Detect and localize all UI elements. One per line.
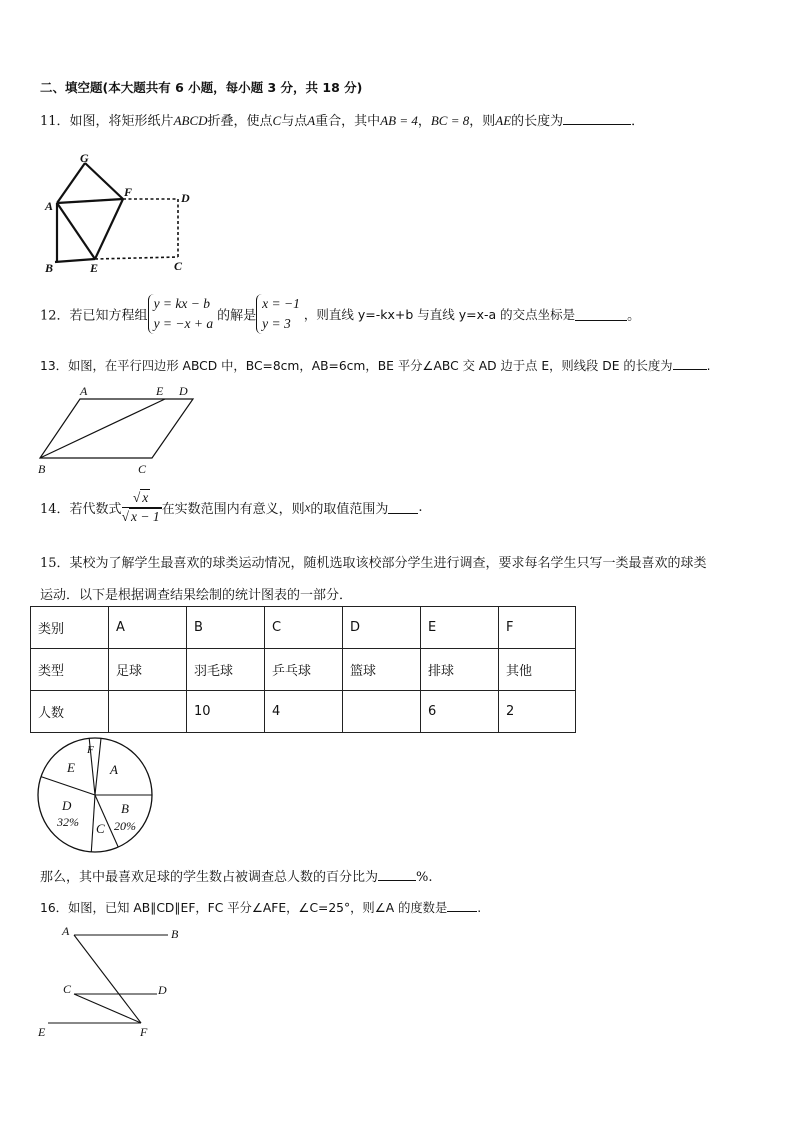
q14-text-2: 在实数范围内有意义，则 <box>161 502 305 517</box>
label-b: B <box>38 462 46 476</box>
equation-1: y = kx − b <box>153 296 211 311</box>
label-f: F <box>140 1025 148 1039</box>
segment-ad-dashed <box>57 199 123 203</box>
label-f: F <box>124 185 133 199</box>
table-cell: 4 <box>265 691 343 733</box>
question-12 <box>40 294 640 334</box>
table-cell: 篮球 <box>343 649 421 691</box>
denominator: x − 1 <box>130 509 160 524</box>
segment-ef <box>95 199 123 259</box>
table-cell: B <box>187 607 265 649</box>
label-c: C <box>63 982 72 996</box>
q12-text-2: 的解是 <box>217 308 257 324</box>
question-14 <box>40 490 423 525</box>
pie-label-e: E <box>67 760 75 775</box>
q11-math-a: A <box>307 113 316 128</box>
table-cell: F <box>499 607 576 649</box>
table-cell: 羽毛球 <box>187 649 265 691</box>
q11-text-5: ， <box>417 114 431 129</box>
table-cell: 2 <box>499 691 576 733</box>
label-d: D <box>158 983 167 997</box>
q15-pie-chart <box>38 738 152 852</box>
table-cell: 足球 <box>109 649 187 691</box>
label-e: E <box>156 384 164 398</box>
fraction: $\frac{√ x}{√ x - 1}$ <box>121 490 160 524</box>
answer-blank[interactable] <box>575 308 627 321</box>
q11-end: ． <box>631 114 645 129</box>
equation-2: y = −x + a <box>153 316 214 331</box>
table-cell: 人数 <box>31 691 109 733</box>
pie-label-d: D <box>62 798 72 813</box>
pie-boundary-de <box>41 777 95 795</box>
question-number: 11． <box>40 114 70 129</box>
table-cell: 6 <box>421 691 499 733</box>
table-cell: 排球 <box>421 649 499 691</box>
solution-x: x = −1 <box>262 296 300 311</box>
table-cell: 乒乓球 <box>265 649 343 691</box>
q11-text-2: 折叠，使点 <box>207 114 273 129</box>
q13-text: 如图，在平行四边形 ABCD 中，BC=8cm，AB=6cm，BE 平分∠ABC 交 AD 边于点 E，则线段 DE 的长度为 <box>67 359 673 373</box>
segment-be <box>55 259 95 262</box>
label-d: D <box>179 384 188 398</box>
q14-text-1: 若代数式 <box>69 502 122 517</box>
pie-label-b: B <box>121 801 129 816</box>
pie-label-f: F <box>87 744 94 756</box>
table-row <box>31 691 576 733</box>
label-b: B <box>45 261 54 275</box>
label-e: E <box>90 261 99 275</box>
table-row <box>31 607 576 649</box>
question-number: 14． <box>40 502 70 517</box>
segment-ag <box>57 163 85 203</box>
segment-cf <box>74 994 141 1023</box>
label-a: A <box>80 384 88 398</box>
q16-parallel-lines-figure <box>37 924 179 1039</box>
q11-math-ab: AB = 4 <box>380 113 418 128</box>
label-g: G <box>80 151 89 165</box>
question-15 <box>40 552 707 571</box>
table-cell: C <box>265 607 343 649</box>
pie-label-b-percent: 20% <box>114 819 136 833</box>
q13-parallelogram-figure <box>38 384 193 476</box>
table-cell: 10 <box>187 691 265 733</box>
label-d: D <box>181 191 190 205</box>
label-c: C <box>138 462 147 476</box>
table-cell: 其他 <box>499 649 576 691</box>
table-row <box>31 649 576 691</box>
q12-text-1: 若已知方程组 <box>69 308 148 324</box>
q16-text: 如图，已知 AB∥CD∥EF，FC 平分∠AFE，∠C=25°，则∠A 的度数是 <box>67 901 448 915</box>
equation-system <box>148 294 218 334</box>
label-c: C <box>174 259 183 273</box>
q12-end: 。 <box>627 308 641 324</box>
question-number: 16． <box>40 901 68 915</box>
label-e: E <box>38 1025 46 1039</box>
q11-text-7: 的长度为 <box>511 114 564 129</box>
table-cell <box>109 691 187 733</box>
table-cell: D <box>343 607 421 649</box>
table-cell: 类别 <box>31 607 109 649</box>
q15-after-text: 那么，其中最喜欢足球的学生数占被调查总人数的百分比为 <box>40 870 379 885</box>
q14-math-x: x <box>304 499 311 515</box>
q11-math-bc: BC = 8 <box>430 113 470 128</box>
table-cell: A <box>109 607 187 649</box>
table-cell: 类型 <box>31 649 109 691</box>
answer-blank[interactable] <box>673 357 707 370</box>
segment-gf <box>85 163 123 199</box>
answer-blank[interactable] <box>378 868 416 881</box>
segment-be-q13 <box>40 399 165 458</box>
question-number: 12． <box>40 308 70 324</box>
pie-label-c: C <box>96 821 105 836</box>
q11-math-ae: AE <box>495 113 512 128</box>
segment-ec <box>95 257 178 259</box>
q15-line-1: 某校为了解学生最喜欢的球类运动情况，随机选取该校部分学生进行调查，要求每名学生只写一类最喜欢的球类 <box>69 556 707 571</box>
solution-y: y = 3 <box>262 316 291 331</box>
q11-text-6: ，则 <box>469 114 496 129</box>
table-cell <box>343 691 421 733</box>
label-b: B <box>171 927 179 941</box>
q15-question-line <box>40 866 433 885</box>
label-a: A <box>45 199 54 213</box>
section-title: 二、填空题(本大题共有 6 小题，每小题 3 分，共 18 分) <box>40 80 363 95</box>
label-a: A <box>62 924 70 938</box>
pie-label-a: A <box>110 762 118 777</box>
question-16 <box>40 898 481 916</box>
pie-boundary-cd <box>91 795 95 852</box>
pie-boundary-fa <box>95 738 101 795</box>
pie-label-d-percent: 32% <box>57 815 79 829</box>
q16-end: . <box>477 901 482 915</box>
question-number: 15． <box>40 556 70 571</box>
q15-stat-table <box>30 606 576 733</box>
numerator: x <box>142 490 149 505</box>
q15-line-2: 运动．以下是根据调查结果绘制的统计图表的一部分． <box>40 588 353 603</box>
q11-text-4: 重合，其中 <box>315 114 381 129</box>
answer-blank[interactable] <box>388 501 418 514</box>
q14-end: . <box>418 500 423 515</box>
question-number: 13． <box>40 359 68 373</box>
q11-text-1: 如图，将矩形纸片 <box>69 114 174 129</box>
q13-end: . <box>706 359 711 373</box>
q14-text-3: 的取值范围为 <box>310 502 389 517</box>
parallelogram-abcd <box>40 399 193 458</box>
q11-math-abcd: ABCD <box>173 113 208 128</box>
answer-blank[interactable] <box>447 899 477 912</box>
q11-math-c: C <box>272 113 282 128</box>
question-13 <box>40 356 710 374</box>
q15-after-end: %. <box>416 870 433 885</box>
solution-system <box>256 294 304 334</box>
q12-text-3: ，则直线 y=-kx+b 与直线 y=x-a 的交点坐标是 <box>303 307 576 322</box>
table-cell: E <box>421 607 499 649</box>
q11-text-3: 与点 <box>281 114 308 129</box>
segment-ae <box>57 203 95 259</box>
segment-af <box>74 935 141 1023</box>
